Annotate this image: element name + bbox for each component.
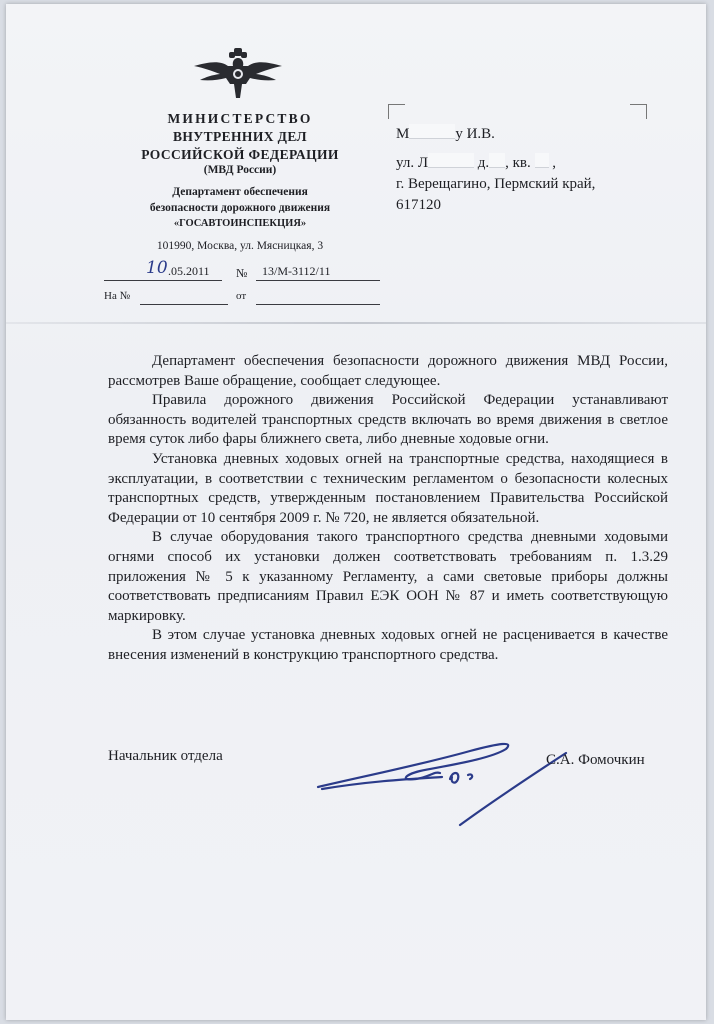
- redaction-box: [409, 124, 455, 139]
- date-printed: .05.2011: [168, 264, 210, 278]
- recipient-name-start: М: [396, 126, 410, 142]
- redaction-box: [489, 153, 505, 168]
- ministry-abbr: (МВД России): [203, 164, 277, 176]
- ref-from-label: от: [236, 290, 247, 302]
- department-line-3: «ГОСАВТОИНСПЕКЦИЯ»: [173, 218, 307, 229]
- address-corner-mark: [388, 104, 405, 119]
- recipient-name: [396, 124, 595, 145]
- street-suffix: ,: [552, 155, 557, 171]
- paper-fold-line: [6, 322, 706, 324]
- number-underline: [256, 280, 380, 281]
- ministry-line-2: ВНУТРЕННИХ ДЕЛ: [172, 129, 308, 144]
- house-label: д.: [477, 155, 490, 171]
- body-paragraph: В случае оборудования такого транспортного средства дневными ходовыми огнями способ их установки должен соответствовать требованиям п. 1.3.29 приложения № 5 к указанному Регламенту, а сами световые приборы должны соответствовать предписаниям Правил ЕЭК ООН № 87 и иметь соответствующую маркировку.: [108, 529, 668, 624]
- handwritten-day: 10: [146, 258, 168, 278]
- recipient-block: [396, 124, 595, 216]
- address-corner-mark: [630, 104, 647, 119]
- date-underline: [104, 280, 222, 281]
- department-line-2: безопасности дорожного движения: [149, 202, 331, 214]
- ref-label: На №: [104, 290, 131, 302]
- eagle-emblem-icon: [190, 44, 286, 104]
- recipient-city: г. Верещагино, Пермский край,: [396, 176, 596, 192]
- number-label: №: [236, 266, 248, 280]
- body-paragraph: Установка дневных ходовых огней на транспортные средства, находящиеся в эксплуатации, в соответствии с техническим регламентом о безопасности колесных транспортных средств, утвержденным постановлением Правительства Российской Федерации от 10 сентября 2009 г. № 720, не является обязательной.: [108, 450, 668, 526]
- outgoing-number: 13/М-3112/11: [262, 264, 331, 278]
- recipient-street: [396, 153, 595, 174]
- recipient-name-end: у И.В.: [455, 126, 495, 142]
- department-name: [110, 184, 370, 232]
- redaction-box: [428, 153, 474, 168]
- body-paragraph: В этом случае установка дневных ходовых огней не расценивается в качестве внесения изменений в конструкцию транспортного средства.: [108, 627, 668, 663]
- body-paragraph: Департамент обеспечения безопасности дорожного движения МВД России, рассмотрев Ваше обращение, сообщает следующее.: [108, 353, 668, 389]
- handwritten-signature: [300, 725, 600, 835]
- ref-from-underline: [256, 304, 380, 305]
- letter-body: [108, 352, 668, 666]
- street-prefix: ул. Л: [396, 155, 428, 171]
- signer-position: Начальник отдела: [108, 748, 223, 764]
- ministry-line-1: МИНИСТЕРСТВО: [167, 111, 313, 126]
- department-line-1: Департамент обеспечения: [172, 186, 308, 198]
- flat-label: , кв.: [505, 155, 531, 171]
- sender-address: 101990, Москва, ул. Мясницкая, 3: [156, 240, 324, 252]
- ministry-line-3: РОССИЙСКОЙ ФЕДЕРАЦИИ: [141, 147, 339, 162]
- redaction-box: [535, 153, 549, 168]
- body-paragraph: Правила дорожного движения Российской Федерации устанавливают обязанность водителей транспортных средств включать во время движения в светлое время суток либо фары ближнего света, либо дневные ходовые огни.: [108, 392, 668, 448]
- ref-underline: [140, 304, 228, 305]
- signer-name: С.А. Фомочкин: [546, 752, 645, 768]
- recipient-postcode: 617120: [396, 197, 441, 213]
- ministry-name: [110, 110, 370, 164]
